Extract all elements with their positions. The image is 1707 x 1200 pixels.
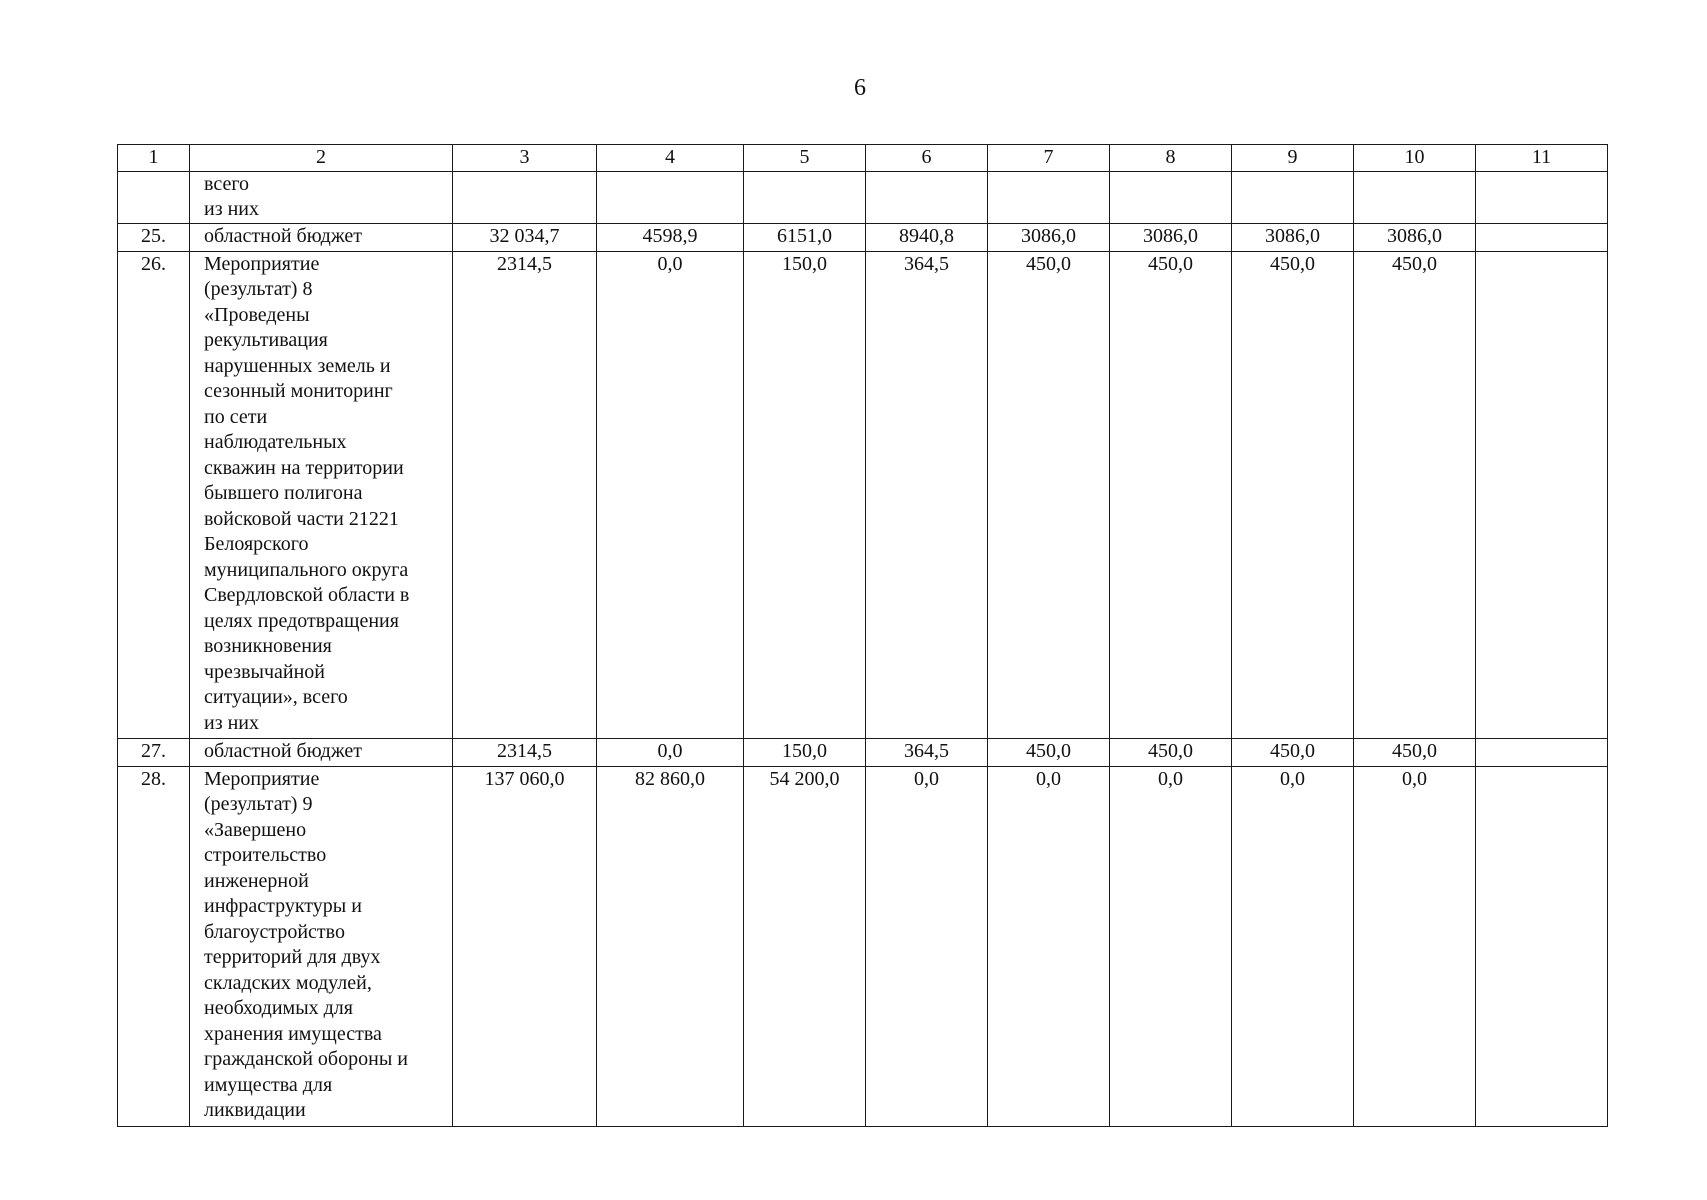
value-cell: 3086,0: [1354, 223, 1476, 251]
value-cell: [1476, 223, 1608, 251]
row-name: всего из них: [190, 171, 453, 223]
table-row: [118, 171, 1608, 223]
table-row: [118, 251, 1608, 738]
value-cell: 150,0: [744, 251, 866, 738]
value-cell: 450,0: [1354, 738, 1476, 766]
page-number: 6: [854, 75, 866, 101]
header-cell: 7: [988, 145, 1110, 172]
value-cell: 32 034,7: [453, 223, 597, 251]
header-cell: 4: [597, 145, 744, 172]
header-cell: 1: [118, 145, 190, 172]
value-cell: 0,0: [597, 738, 744, 766]
header-cell: 6: [866, 145, 988, 172]
value-cell: 450,0: [988, 738, 1110, 766]
value-cell: [1354, 171, 1476, 223]
value-cell: 0,0: [988, 766, 1110, 1126]
header-cell: 3: [453, 145, 597, 172]
value-cell: [1110, 171, 1232, 223]
value-cell: 364,5: [866, 738, 988, 766]
header-cell: 9: [1232, 145, 1354, 172]
value-cell: 4598,9: [597, 223, 744, 251]
value-cell: [453, 171, 597, 223]
value-cell: 450,0: [988, 251, 1110, 738]
table-row: [118, 766, 1608, 1126]
value-cell: 150,0: [744, 738, 866, 766]
value-cell: [1476, 251, 1608, 738]
value-cell: [1476, 766, 1608, 1126]
row-name: Мероприятие (результат) 9 «Завершено строительство инженерной инфраструктуры и благоустройство территорий для двух складских модулей, необходимых для хранения имущества гражданской обороны и имущества для ликвидации: [190, 766, 453, 1126]
table-row: [118, 223, 1608, 251]
row-number: 26.: [118, 251, 190, 738]
header-cell: 11: [1476, 145, 1608, 172]
value-cell: 0,0: [1354, 766, 1476, 1126]
value-cell: 82 860,0: [597, 766, 744, 1126]
header-row: [118, 145, 1608, 172]
row-number: 25.: [118, 223, 190, 251]
value-cell: 0,0: [866, 766, 988, 1126]
value-cell: 8940,8: [866, 223, 988, 251]
value-cell: [866, 171, 988, 223]
value-cell: 2314,5: [453, 251, 597, 738]
row-number: 28.: [118, 766, 190, 1126]
value-cell: 364,5: [866, 251, 988, 738]
header-cell: 8: [1110, 145, 1232, 172]
value-cell: [597, 171, 744, 223]
row-number: [118, 171, 190, 223]
table-row: [118, 738, 1608, 766]
value-cell: 450,0: [1110, 738, 1232, 766]
value-cell: 450,0: [1354, 251, 1476, 738]
value-cell: 3086,0: [1110, 223, 1232, 251]
row-name: областной бюджет: [190, 738, 453, 766]
value-cell: [1476, 171, 1608, 223]
value-cell: 0,0: [1110, 766, 1232, 1126]
value-cell: 450,0: [1232, 251, 1354, 738]
header-cell: 2: [190, 145, 453, 172]
value-cell: 6151,0: [744, 223, 866, 251]
value-cell: [1232, 171, 1354, 223]
value-cell: 2314,5: [453, 738, 597, 766]
value-cell: 54 200,0: [744, 766, 866, 1126]
value-cell: 3086,0: [988, 223, 1110, 251]
value-cell: 137 060,0: [453, 766, 597, 1126]
value-cell: [988, 171, 1110, 223]
value-cell: 0,0: [1232, 766, 1354, 1126]
budget-table: [117, 144, 1608, 1127]
value-cell: [1476, 738, 1608, 766]
value-cell: 450,0: [1110, 251, 1232, 738]
row-name: Мероприятие (результат) 8 «Проведены рекультивация нарушенных земель и сезонный мониторинг по сети наблюдательных скважин на территории бывшего полигона войсковой части 21221 Белоярского муниципального округа Свердловской области в целях предотвращения возникновения чрезвычайной ситуации», всего из них: [190, 251, 453, 738]
row-number: 27.: [118, 738, 190, 766]
value-cell: 450,0: [1232, 738, 1354, 766]
header-cell: 5: [744, 145, 866, 172]
row-name: областной бюджет: [190, 223, 453, 251]
value-cell: 3086,0: [1232, 223, 1354, 251]
value-cell: [744, 171, 866, 223]
value-cell: 0,0: [597, 251, 744, 738]
header-cell: 10: [1354, 145, 1476, 172]
